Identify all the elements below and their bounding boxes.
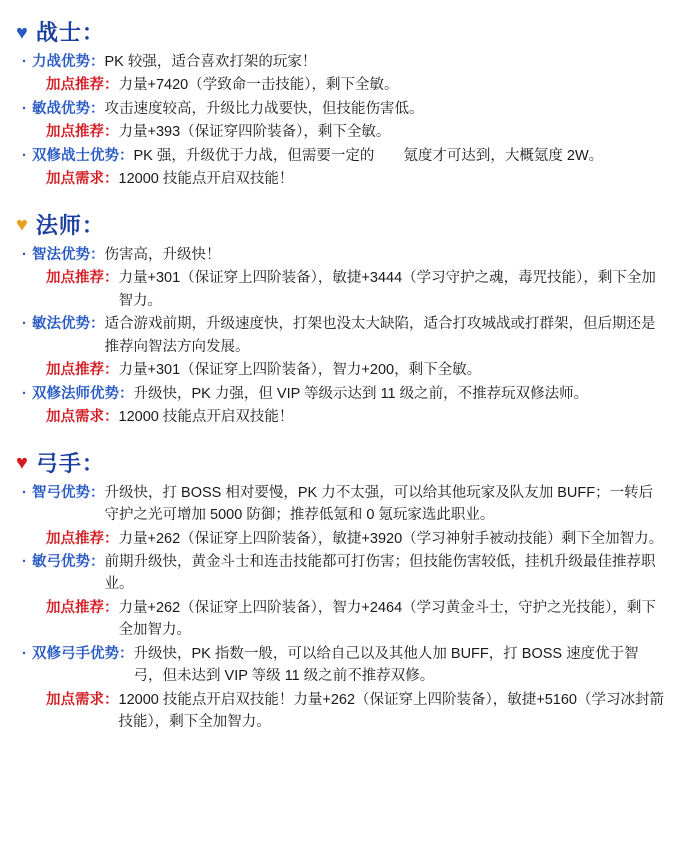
- section-archer: [16, 447, 665, 734]
- item-text: 12000 技能点开启双技能！: [118, 409, 294, 426]
- item-text: 力量+262（保证穿上四阶装备），敏捷+3920（学习神射手被动技能）剩下全加智力。: [118, 530, 664, 547]
- item-label: 智法优势：: [32, 246, 105, 263]
- section-warrior: [16, 16, 665, 191]
- bullet-marker: ·: [22, 100, 27, 117]
- item-label: 加点推荐：: [46, 270, 119, 287]
- list-item: [22, 689, 665, 734]
- section-title: 弓手：: [35, 450, 105, 476]
- list-item: [22, 597, 665, 642]
- item-text: PK 较强，适合喜欢打架的玩家！: [104, 54, 317, 70]
- item-text: 力量+301（保证穿上四阶装备），智力+200，剩下全敏。: [118, 362, 482, 379]
- item-text: 适合游戏前期，升级速度快，打架也没太大缺陷，适合打攻城战或打群架，但后期还是推荐向智法方向发展。: [104, 316, 656, 355]
- item-label: 加点推荐：: [46, 530, 119, 547]
- list-item: [22, 551, 665, 596]
- list-item: [22, 383, 665, 405]
- item-text: 力量+7420（学致命一击技能），剩下全敏。: [118, 77, 399, 94]
- item-text: 12000 技能点开启双技能！: [118, 171, 294, 188]
- list-item: [22, 121, 665, 143]
- item-label: 双修法师优势：: [32, 385, 134, 402]
- list-item: [22, 51, 665, 73]
- item-label: 加点推荐：: [46, 362, 119, 379]
- list-item: [22, 168, 665, 190]
- item-text: 伤害高，升级快！: [104, 246, 221, 263]
- item-label: 加点需求：: [46, 409, 119, 426]
- bullet-marker: ·: [22, 484, 27, 501]
- heart-icon: ♥: [16, 21, 28, 44]
- item-text: 前期升级快，黄金斗士和连击技能都可打伤害；但技能伤害较低，挂机升级最佳推荐职业。: [104, 553, 656, 593]
- section-mage: [16, 209, 665, 429]
- item-label: 加点推荐：: [46, 599, 119, 616]
- heart-icon: ♥: [16, 452, 28, 475]
- bullet-marker: ·: [22, 553, 27, 570]
- section-title: 法师：: [35, 212, 105, 238]
- item-label: 敏弓优势：: [32, 553, 105, 570]
- item-label: 敏战优势：: [32, 100, 105, 117]
- item-label: 加点需求：: [46, 171, 119, 188]
- item-text: 升级快，打 BOSS 相对要慢，PK 力不太强，可以给其他玩家及队友加 BUFF；一转后守护之光可增加 5000 防御；推荐低氪和 0 氪玩家选此职业。: [104, 484, 654, 524]
- item-label: 智弓优势：: [32, 484, 105, 501]
- item-label: 敏法优势：: [32, 316, 105, 333]
- list-item: [22, 313, 665, 358]
- list-item: [22, 643, 665, 688]
- item-label: 加点推荐：: [46, 124, 119, 141]
- item-text: 力量+393（保证穿四阶装备），剩下全敏。: [118, 124, 391, 141]
- list-item: [22, 74, 665, 96]
- section-spacer: [16, 193, 665, 207]
- section-heading-archer: [16, 447, 665, 478]
- item-label: 力战优势：: [32, 54, 105, 70]
- bullet-marker: ·: [22, 316, 27, 333]
- item-text: 升级快，PK 指数一般，可以给自己以及其他人加 BUFF，打 BOSS 速度优于智弓，但未达到 VIP 等级 11 级之前不推荐双修。: [133, 645, 639, 685]
- section-heading-mage: [16, 209, 665, 240]
- item-label: 双修弓手优势：: [32, 645, 134, 662]
- item-text: 升级快，PK 力强，但 VIP 等级示达到 11 级之前，不推荐玩双修法师。: [133, 385, 589, 402]
- item-label: 加点需求：: [46, 691, 119, 708]
- section-rows-archer: [16, 482, 665, 734]
- item-label: 加点推荐：: [46, 77, 119, 94]
- list-item: [22, 482, 665, 527]
- section-heading-warrior: [16, 16, 665, 47]
- item-text: PK 强，升级优于力战，但需要一定的 氪度才可达到，大概氪度 2W。: [133, 147, 604, 164]
- section-rows-mage: [16, 244, 665, 429]
- section-rows-warrior: [16, 51, 665, 191]
- list-item: [22, 528, 665, 550]
- list-item: [22, 98, 665, 120]
- item-text: 力量+301（保证穿上四阶装备），敏捷+3444（学习守护之魂，毒咒技能），剩下全加智力。: [118, 270, 656, 309]
- item-label: 双修战士优势：: [32, 147, 134, 164]
- item-text: 12000 技能点开启双技能！力量+262（保证穿上四阶装备），敏捷+5160（学习冰封箭技能），剩下全加智力。: [118, 691, 664, 731]
- list-item: [22, 244, 665, 266]
- item-text: 力量+262（保证穿上四阶装备），智力+2464（学习黄金斗士，守护之光技能），剩下全加智力。: [118, 599, 656, 639]
- list-item: [22, 267, 665, 312]
- bullet-marker: ·: [22, 147, 27, 164]
- item-text: 攻击速度较高，升级比力战要快，但技能伤害低。: [104, 100, 424, 117]
- heart-icon: ♥: [16, 214, 28, 237]
- bullet-marker: ·: [22, 385, 27, 402]
- bullet-marker: ·: [22, 645, 27, 662]
- list-item: [22, 145, 665, 167]
- list-item: [22, 359, 665, 381]
- bullet-marker: ·: [22, 54, 27, 70]
- bullet-marker: ·: [22, 246, 27, 263]
- section-title: 战士：: [35, 20, 105, 45]
- list-item: [22, 406, 665, 428]
- section-spacer: [16, 431, 665, 445]
